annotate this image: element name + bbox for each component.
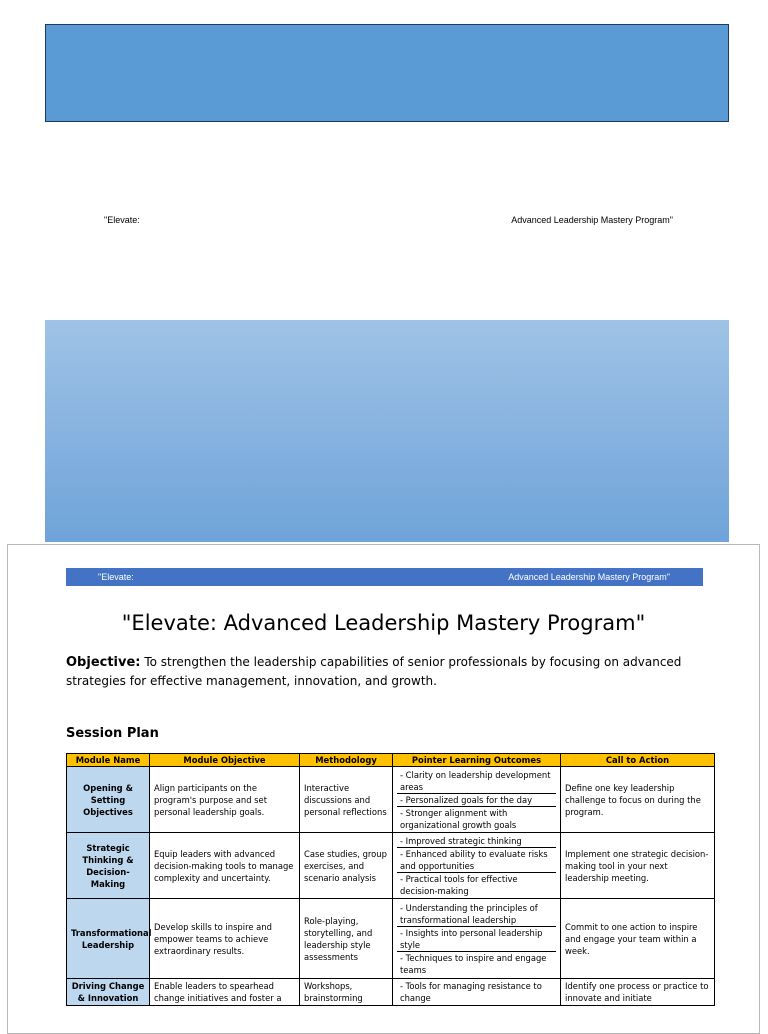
methodology-cell: Workshops, brainstorming (300, 979, 393, 1006)
outcomes-cell (393, 979, 561, 1006)
methodology-cell: Case studies, group exercises, and scenario analysis (300, 833, 393, 899)
outcome-item: - Techniques to inspire and engage teams (400, 952, 547, 975)
session-plan-heading: Session Plan (66, 726, 159, 741)
table-row (67, 767, 715, 833)
table-row (67, 899, 715, 979)
objective-label: Objective: (66, 655, 141, 670)
module-objective-cell: Equip leaders with advanced decision-making tools to manage complexity and uncertainty. (150, 833, 300, 899)
page-header-bar (66, 568, 703, 586)
outcomes-cell (393, 767, 561, 833)
column-header: Module Objective (150, 754, 300, 767)
methodology-cell: Interactive discussions and personal reflections (300, 767, 393, 833)
column-header: Methodology (300, 754, 393, 767)
outcome-item: - Enhanced ability to evaluate risks and opportunities (397, 848, 556, 873)
module-name-cell: Transformational Leadership (67, 899, 150, 979)
outcome-item: - Practical tools for effective decision-making (400, 873, 518, 896)
cover-title-left: "Elevate: (104, 215, 140, 225)
call-to-action-cell: Implement one strategic decision-making tool in your next leadership meeting. (561, 833, 715, 899)
document-page (7, 544, 760, 1034)
outcomes-cell (393, 899, 561, 979)
call-to-action-cell: Commit to one action to inspire and engage your team within a week. (561, 899, 715, 979)
outcome-item: - Improved strategic thinking (397, 835, 556, 848)
table-row (67, 979, 715, 1006)
module-name-cell: Strategic Thinking & Decision-Making (67, 833, 150, 899)
table-header-row (67, 754, 715, 767)
page-header-left: "Elevate: (98, 572, 134, 582)
outcomes-cell (393, 833, 561, 899)
table-row (67, 833, 715, 899)
outcome-item: - Stronger alignment with organizational growth goals (400, 807, 517, 830)
page-title: "Elevate: Advanced Leadership Mastery Program" (121, 611, 646, 635)
objective-text: To strengthen the leadership capabilities of senior professionals by focusing on advanced strategies for effective management, innovation, and growth. (66, 655, 682, 688)
cover-title-right: Advanced Leadership Mastery Program" (511, 215, 673, 225)
cover-gradient-banner (45, 320, 729, 542)
outcome-item: - Insights into personal leadership style (397, 927, 556, 952)
header-banner (45, 24, 729, 122)
outcome-item: - Personalized goals for the day (397, 794, 556, 807)
call-to-action-cell: Define one key leadership challenge to focus on during the program. (561, 767, 715, 833)
module-name-cell: Opening & Setting Objectives (67, 767, 150, 833)
session-plan-table (66, 753, 715, 1006)
outcome-item: - Understanding the principles of transformational leadership (397, 902, 556, 927)
objective-paragraph (66, 653, 696, 691)
column-header: Pointer Learning Outcomes (393, 754, 561, 767)
column-header: Module Name (67, 754, 150, 767)
methodology-cell: Role-playing, storytelling, and leadership style assessments (300, 899, 393, 979)
module-objective-cell: Enable leaders to spearhead change initiatives and foster a (150, 979, 300, 1006)
call-to-action-cell: Identify one process or practice to innovate and initiate (561, 979, 715, 1006)
module-objective-cell: Develop skills to inspire and empower teams to achieve extraordinary results. (150, 899, 300, 979)
outcome-item: - Tools for managing resistance to change (400, 981, 542, 1003)
module-objective-cell: Align participants on the program's purpose and set personal leadership goals. (150, 767, 300, 833)
column-header: Call to Action (561, 754, 715, 767)
page-header-right: Advanced Leadership Mastery Program" (508, 572, 670, 582)
outcome-item: - Clarity on leadership development areas (397, 769, 556, 794)
module-name-cell: Driving Change & Innovation (67, 979, 150, 1006)
